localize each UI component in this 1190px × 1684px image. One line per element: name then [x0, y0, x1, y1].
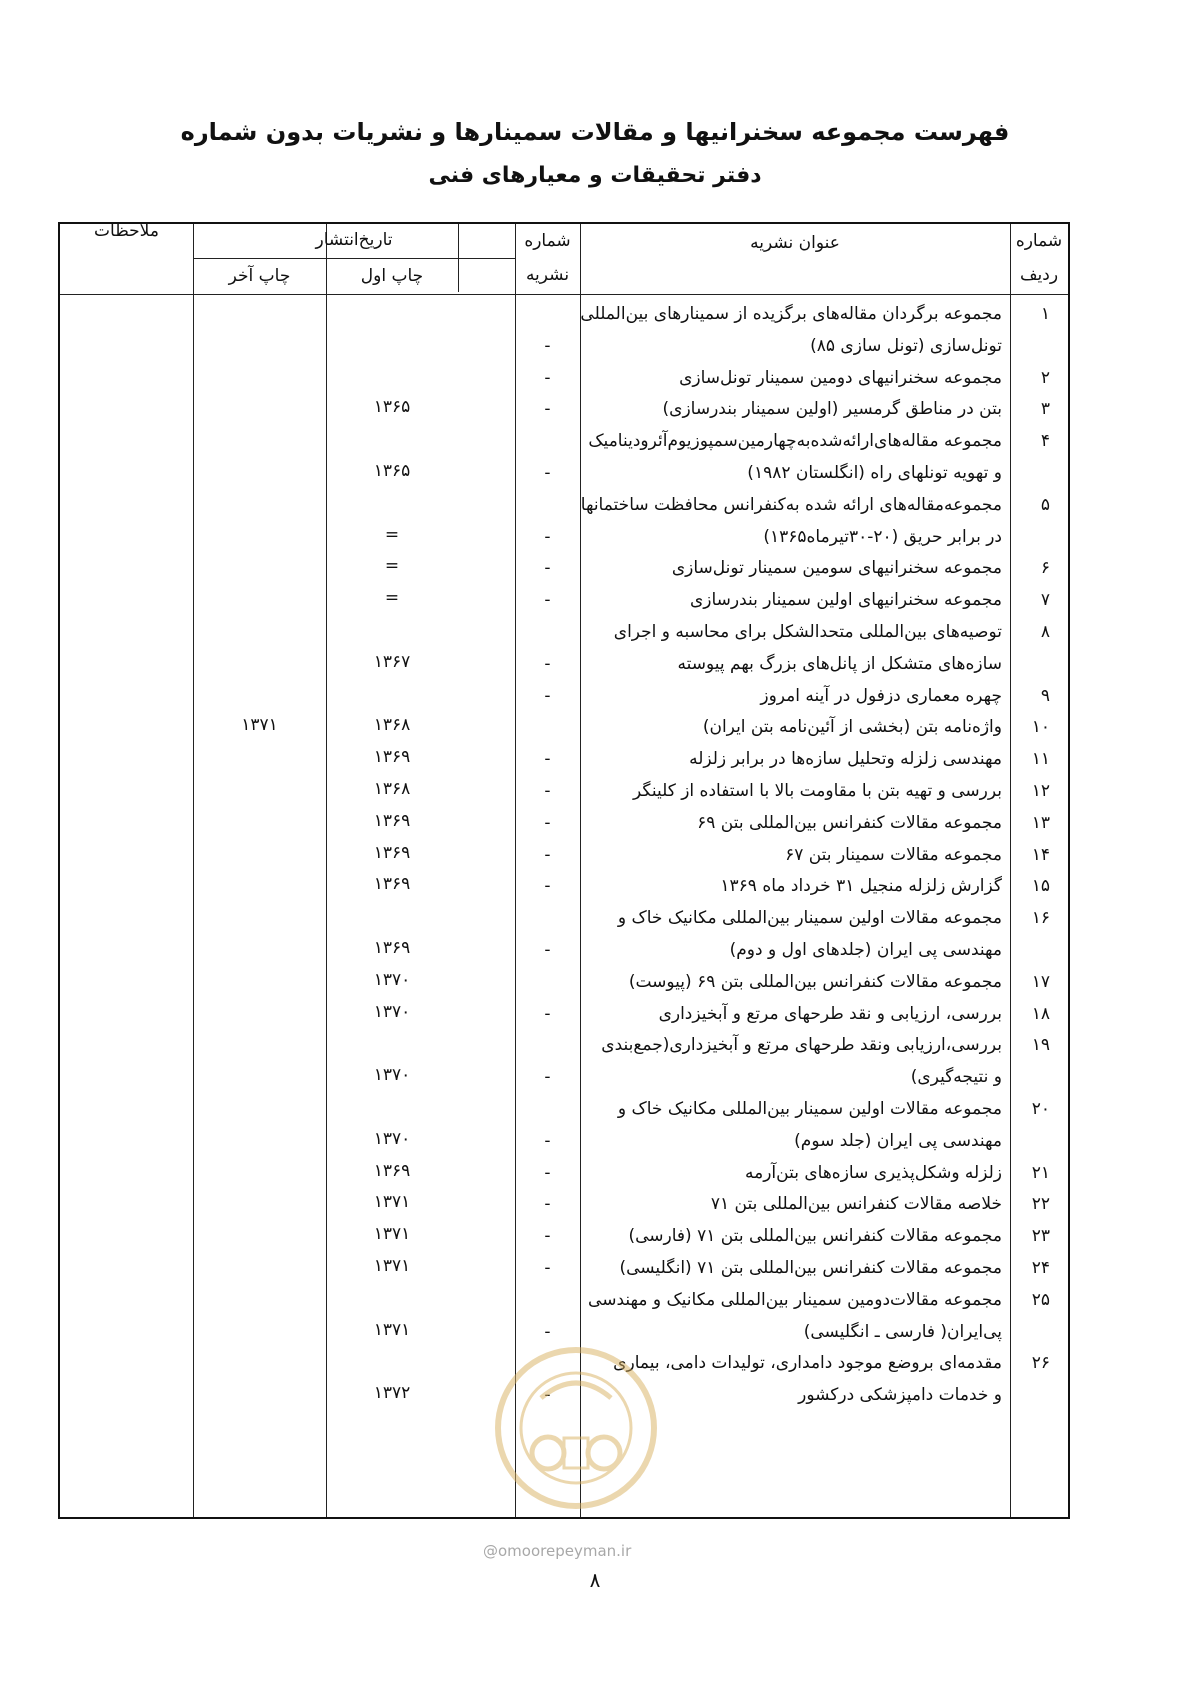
- header-publication-number: شماره نشریه: [524, 231, 571, 285]
- row-title-line1: مجموعه مقالات‌دومین سمینار بین‌المللی مکانیک و مهندسی: [588, 1289, 1002, 1310]
- row-number: ۸: [1040, 622, 1050, 642]
- row-title-line1: بررسی،ارزیابی ونقد طرحهای مرتع و آبخیزداری(جمع‌بندی: [601, 1035, 1002, 1056]
- header-divider: [60, 294, 1068, 295]
- row-title-line1: مجموعه مقالات اولین سمینار بین‌المللی مکانیک خاک و: [617, 1099, 1002, 1119]
- row-title-line2: مهندسی پی ایران (جلدهای اول و دوم): [729, 940, 1002, 960]
- row-number: ۱۱: [1031, 749, 1050, 770]
- row-number: ۱۳: [1031, 812, 1050, 833]
- row-first-print: ۱۳۶۹: [373, 747, 411, 768]
- row-publication-number: -: [544, 367, 551, 388]
- page-number: ۸: [589, 1568, 601, 1592]
- row-first-print: ۱۳۶۹: [373, 874, 411, 895]
- row-publication-number: -: [544, 558, 551, 579]
- row-first-print: ۱۳۷۰: [373, 969, 411, 990]
- row-title-line2: و تهویه تونلهای راه (انگلستان ۱۹۸۲): [747, 463, 1002, 483]
- row-publication-number: -: [544, 1067, 551, 1088]
- row-number: ۳: [1040, 399, 1050, 420]
- row-publication-number: -: [544, 653, 551, 674]
- row-first-print: ۱۳۶۵: [373, 397, 411, 418]
- row-title-line2: مهندسی پی ایران (جلد سوم): [794, 1130, 1002, 1151]
- row-number: ۲۱: [1031, 1162, 1050, 1183]
- row-number: ۵: [1040, 494, 1050, 515]
- row-first-print: ۱۳۷۲: [373, 1383, 411, 1404]
- row-title-line2: در برابر حریق (۲۰-۳۰تیرماه۱۳۶۵): [763, 526, 1002, 547]
- row-first-print: ۱۳۷۱: [373, 1256, 411, 1276]
- row-title-line2: تونل‌سازی (تونل سازی ۸۵): [810, 335, 1002, 356]
- row-publication-number: -: [544, 844, 551, 865]
- row-title-line1: مجموعه برگردان مقاله‌های برگزیده از سمینارهای بین‌المللی: [580, 304, 1002, 324]
- watermark-url: @omoorepeyman.ir: [483, 1542, 632, 1560]
- row-number: ۲۵: [1031, 1289, 1050, 1310]
- row-number: ۲۳: [1031, 1226, 1050, 1247]
- row-number: ۲: [1040, 367, 1050, 388]
- row-first-print: ۱۳۶۹: [373, 842, 411, 863]
- row-title-line1: مجموعه مقالات کنفرانس بین‌المللی بتن ۷۱ (انگلیسی): [619, 1258, 1002, 1278]
- row-title-line1: مقدمه‌ای بروضع موجود دامداری، تولیدات دامی، بیماری: [613, 1353, 1002, 1374]
- row-number: ۶: [1040, 558, 1050, 579]
- row-first-print: ۱۳۶۸: [373, 779, 411, 799]
- row-last-print: ۱۳۷۱: [241, 715, 278, 736]
- row-number: ۱۷: [1031, 971, 1050, 992]
- row-title-line2: و نتیجه‌گیری): [910, 1067, 1002, 1088]
- row-number: ۲۲: [1031, 1194, 1050, 1215]
- row-number: ۱: [1040, 304, 1050, 324]
- row-first-print: ۱۳۶۹: [373, 1160, 411, 1181]
- row-publication-number: -: [544, 1003, 551, 1024]
- row-number: ۲۰: [1031, 1099, 1050, 1119]
- row-first-print: ۱۳۷۰: [373, 1065, 411, 1086]
- row-number: ۱۰: [1031, 717, 1050, 738]
- row-title-line1: مجموعه مقالات سمینار بتن ۶۷: [785, 844, 1002, 865]
- row-title-line1: مجموعه‌مقاله‌های ارائه شده به‌کنفرانس محافظت ساختمانها: [580, 494, 1002, 515]
- row-title-line1: مجموعه مقالات کنفرانس بین‌المللی بتن ۶۹ (پیوست): [628, 971, 1002, 992]
- page-subtitle: دفتر تحقیقات و معیارهای فنی: [428, 163, 762, 188]
- row-first-print: ۱۳۶۵: [373, 461, 411, 481]
- row-first-print: ۱۳۶۸: [373, 715, 411, 736]
- row-publication-number: -: [544, 399, 551, 420]
- row-first-print: ۱۳۶۹: [373, 810, 411, 831]
- row-title-line2: و خدمات دامپزشکی درکشور: [798, 1385, 1002, 1406]
- row-number: ۲۴: [1031, 1258, 1050, 1278]
- col-divider: [580, 224, 581, 1517]
- row-number: ۱۸: [1031, 1003, 1050, 1024]
- row-first-print: =: [384, 524, 400, 545]
- row-publication-number: -: [544, 1385, 551, 1406]
- header-publication-title: عنوان نشریه: [750, 233, 840, 253]
- row-publication-number: -: [544, 749, 551, 770]
- row-title-line1: بتن در مناطق گرمسیر (اولین سمینار بندرسازی): [662, 399, 1002, 420]
- row-number: ۱۶: [1031, 908, 1050, 929]
- publications-table: [58, 222, 1070, 1519]
- header-row-number: شماره ردیف: [1015, 231, 1063, 285]
- row-number: ۱۴: [1031, 844, 1050, 865]
- row-publication-number: -: [544, 1194, 551, 1215]
- row-first-print: ۱۳۷۱: [373, 1224, 411, 1245]
- row-first-print: ۱۳۶۹: [373, 938, 411, 958]
- page-title: فهرست مجموعه سخنرانیها و مقالات سمینارها و نشریات بدون شماره: [180, 118, 1010, 146]
- row-title-line1: بررسی، ارزیابی و نقد طرحهای مرتع و آبخیزداری: [658, 1003, 1002, 1024]
- row-publication-number: -: [544, 526, 551, 547]
- row-publication-number: -: [544, 1130, 551, 1151]
- header-publication-date: تاریخ‌انتشار: [315, 230, 393, 250]
- row-first-print: ۱۳۷۱: [373, 1192, 411, 1213]
- watermark-seal-icon: [486, 1338, 666, 1518]
- row-title-line1: بررسی و تهیه بتن با مقاومت بالا با استفاده از کلینگر: [633, 781, 1002, 801]
- row-publication-number: -: [544, 335, 551, 356]
- row-publication-number: -: [544, 1162, 551, 1183]
- row-title-line1: چهره معماری دزفول در آینه امروز: [760, 685, 1002, 706]
- row-number: ۲۶: [1031, 1353, 1050, 1374]
- row-publication-number: -: [544, 685, 551, 706]
- row-publication-number: -: [544, 590, 551, 611]
- row-title-line1: مجموعه مقالات اولین سمینار بین‌المللی مکانیک خاک و: [617, 908, 1002, 929]
- row-number: ۱۲: [1031, 781, 1050, 801]
- row-number: ۱۵: [1031, 876, 1050, 897]
- row-publication-number: -: [544, 940, 551, 960]
- row-publication-number: -: [544, 463, 551, 483]
- row-publication-number: -: [544, 876, 551, 897]
- row-first-print: =: [384, 588, 400, 609]
- header-first-print: چاپ اول: [360, 266, 424, 286]
- row-title-line2: سازه‌های متشکل از پانل‌های بزرگ بهم پیوسته: [677, 653, 1002, 674]
- header-subdivider: [193, 258, 515, 259]
- row-title-line2: پی‌ایران( فارسی ـ انگلیسی): [803, 1321, 1002, 1342]
- row-title-line1: مجموعه سخنرانیهای سومین سمینار تونل‌سازی: [671, 558, 1002, 579]
- row-first-print: ۱۳۷۰: [373, 1128, 411, 1149]
- row-title-line1: مجموعه سخنرانیهای دومین سمینار تونل‌سازی: [679, 367, 1002, 388]
- row-number: ۴: [1040, 431, 1050, 452]
- row-first-print: ۱۳۷۰: [373, 1001, 411, 1022]
- row-title-line1: مجموعه مقاله‌های‌ارائه‌شده‌به‌چهارمین‌سمپوزیوم‌آئرودینامیک: [588, 431, 1002, 452]
- row-title-line1: توصیه‌های بین‌المللی متحدالشکل برای محاسبه و اجرای: [613, 622, 1002, 642]
- row-title-line1: زلزله وشکل‌پذیری سازه‌های بتن‌آرمه: [744, 1162, 1002, 1183]
- row-title-line1: مهندسی زلزله وتحلیل سازه‌ها در برابر زلزله: [689, 749, 1002, 770]
- col-divider: [193, 224, 194, 1517]
- row-title-line1: مجموعه سخنرانیهای اولین سمینار بندرسازی: [689, 590, 1002, 611]
- row-title-line1: مجموعه مقالات کنفرانس بین‌المللی بتن ۶۹: [697, 812, 1002, 833]
- row-publication-number: -: [544, 1226, 551, 1247]
- row-title-line1: واژه‌نامه بتن (بخشی از آئین‌نامه بتن ایران): [702, 717, 1002, 738]
- row-publication-number: -: [544, 1258, 551, 1278]
- row-publication-number: -: [544, 812, 551, 833]
- row-number: ۷: [1040, 590, 1050, 611]
- row-first-print: ۱۳۶۷: [373, 651, 411, 672]
- header-last-print: چاپ آخر: [228, 266, 291, 286]
- row-publication-number: -: [544, 1321, 551, 1342]
- row-title-line1: خلاصه مقالات کنفرانس بین‌المللی بتن ۷۱: [710, 1194, 1002, 1215]
- row-first-print: ۱۳۷۱: [373, 1319, 411, 1340]
- row-title-line1: مجموعه مقالات کنفرانس بین‌المللی بتن ۷۱ (فارسی): [628, 1226, 1002, 1247]
- row-number: ۱۹: [1031, 1035, 1050, 1056]
- row-first-print: =: [384, 556, 400, 577]
- row-number: ۹: [1040, 685, 1050, 706]
- row-publication-number: -: [544, 781, 551, 801]
- header-notes: ملاحظات: [94, 221, 159, 241]
- row-title-line1: گزارش زلزله منجیل ۳۱ خرداد ماه ۱۳۶۹: [720, 876, 1002, 897]
